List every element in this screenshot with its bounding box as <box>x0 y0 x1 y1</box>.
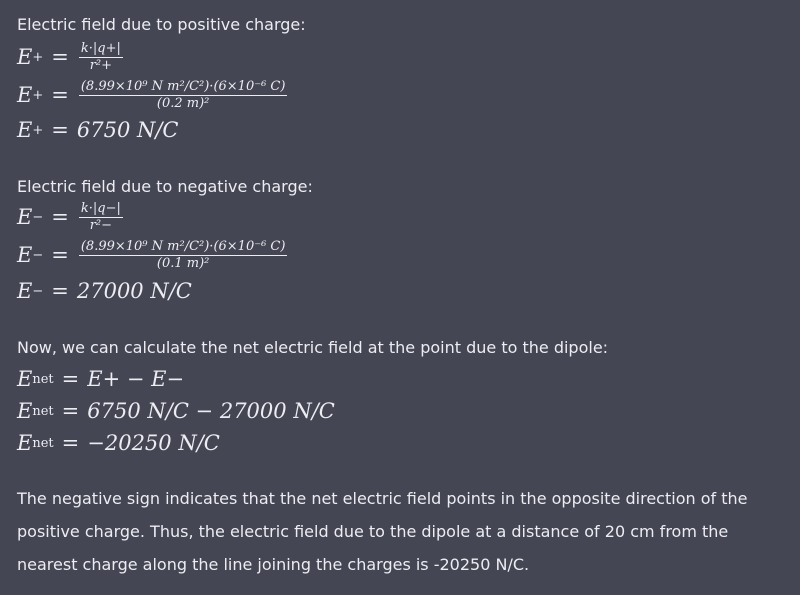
eq-lhs-subscript: + <box>32 87 44 103</box>
section-heading-negative: Electric field due to negative charge: <box>17 177 313 196</box>
eq-lhs-subscript: − <box>32 209 44 225</box>
eq-fraction-denominator: (0.2 m)² <box>156 95 210 111</box>
eq-fraction <box>79 80 288 110</box>
eq-operator: = <box>51 45 69 70</box>
eq-lhs-symbol: E <box>17 431 33 455</box>
eq-operator: = <box>51 243 69 268</box>
eq-rhs: E+ − E− <box>87 367 185 391</box>
eq-lhs-symbol: E <box>17 399 33 423</box>
eq-lhs-symbol: E <box>17 83 33 108</box>
eq-operator: = <box>61 399 80 423</box>
eq-fraction <box>79 240 288 270</box>
eq-lhs-subscript: + <box>32 49 44 65</box>
eq-fraction-denominator: r²+ <box>89 57 113 73</box>
equation-positive-formula <box>17 42 123 72</box>
equation-negative-result <box>17 279 192 303</box>
eq-fraction-numerator: k·|q−| <box>80 201 121 216</box>
eq-lhs-symbol: E <box>17 45 33 70</box>
eq-lhs-symbol: E <box>17 279 33 303</box>
eq-fraction <box>79 42 123 72</box>
equation-negative-substitution <box>17 240 287 270</box>
equation-positive-result <box>17 118 179 142</box>
eq-rhs: 6750 N/C <box>76 118 179 142</box>
eq-lhs-subscript: net <box>32 435 54 451</box>
eq-operator: = <box>51 83 69 108</box>
eq-fraction-denominator: (0.1 m)² <box>156 255 210 271</box>
eq-fraction-denominator: r²− <box>89 217 113 233</box>
eq-fraction <box>79 202 123 232</box>
equation-negative-formula <box>17 202 123 232</box>
eq-operator: = <box>51 118 69 142</box>
eq-operator: = <box>61 367 80 391</box>
eq-operator: = <box>61 431 80 455</box>
eq-lhs-symbol: E <box>17 243 33 268</box>
equation-net-result <box>17 431 220 455</box>
eq-lhs-subscript: − <box>32 283 44 299</box>
eq-lhs-subscript: net <box>32 371 54 387</box>
eq-fraction-numerator: (8.99×10⁹ N m²/C²)·(6×10⁻⁶ C) <box>80 239 286 254</box>
eq-rhs: 27000 N/C <box>76 279 192 303</box>
eq-rhs: −20250 N/C <box>87 431 220 455</box>
eq-lhs-subscript: net <box>32 403 54 419</box>
eq-rhs: 6750 N/C − 27000 N/C <box>87 399 335 423</box>
equation-net-substitution <box>17 399 335 423</box>
eq-lhs-symbol: E <box>17 367 33 391</box>
equation-positive-substitution <box>17 80 287 110</box>
eq-lhs-symbol: E <box>17 118 33 142</box>
equation-net-formula <box>17 367 184 391</box>
conclusion-paragraph: The negative sign indicates that the net electric field points in the opposite direction of the positive charge. Thus, the electric field due to the dipole at a distance of 20 cm from the nearest charge along the line joining the charges is -20250 N/C. <box>17 489 748 574</box>
section-heading-net: Now, we can calculate the net electric field at the point due to the dipole: <box>17 338 609 357</box>
eq-operator: = <box>51 205 69 230</box>
eq-fraction-numerator: k·|q+| <box>80 41 121 56</box>
eq-lhs-subscript: − <box>32 247 44 263</box>
section-heading-positive: Electric field due to positive charge: <box>17 15 306 34</box>
eq-lhs-symbol: E <box>17 205 33 230</box>
eq-operator: = <box>51 279 69 303</box>
eq-lhs-subscript: + <box>32 122 44 138</box>
eq-fraction-numerator: (8.99×10⁹ N m²/C²)·(6×10⁻⁶ C) <box>80 79 286 94</box>
